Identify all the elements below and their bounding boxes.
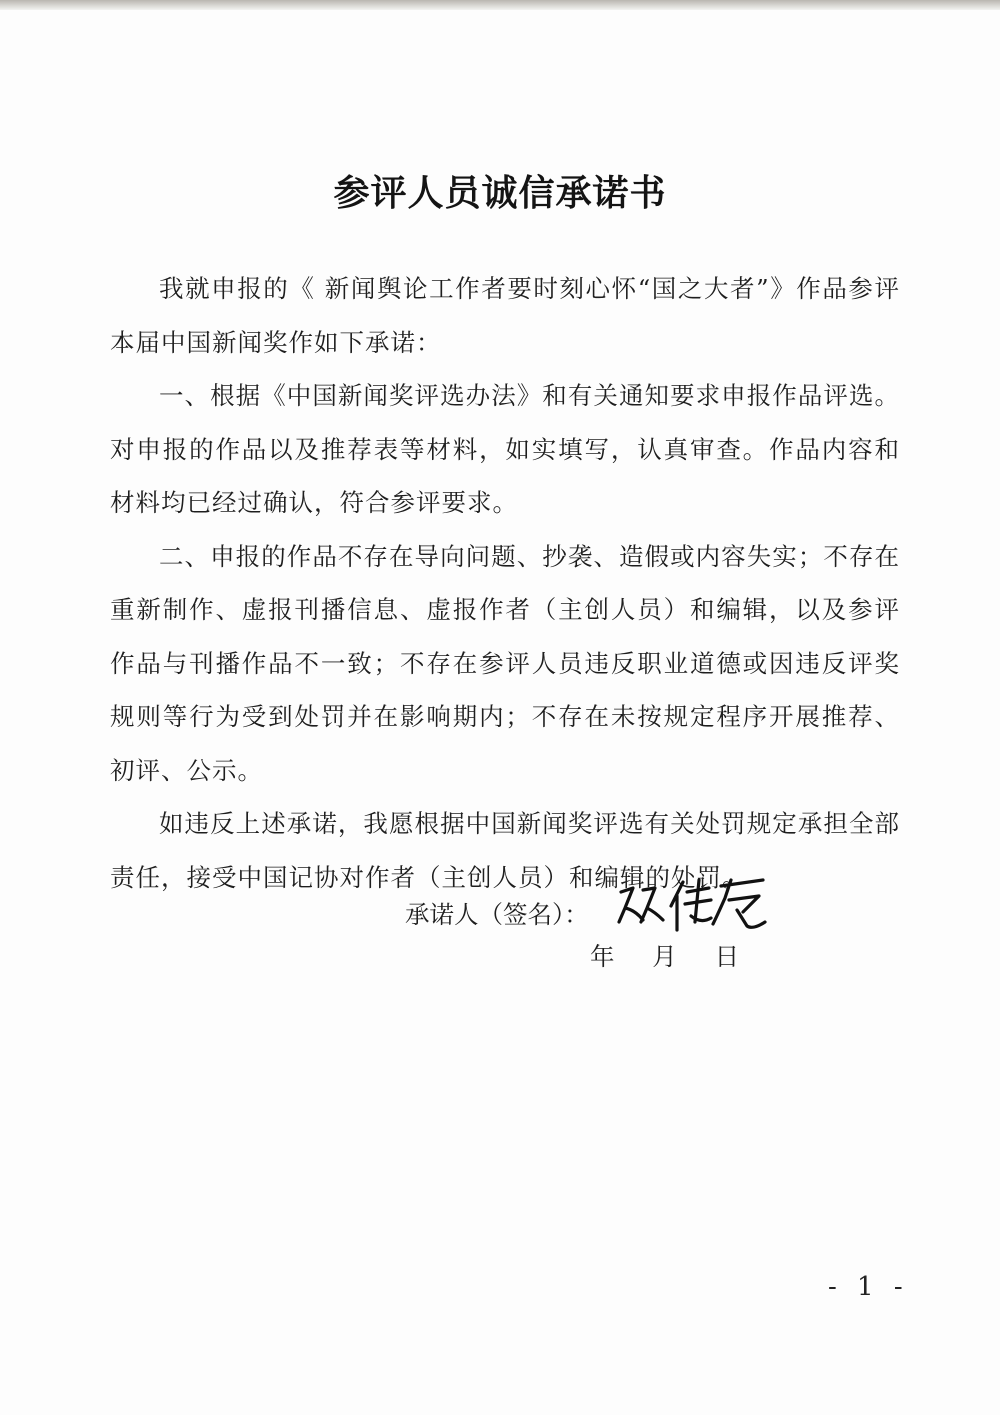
paragraph-commitment-1: 一、根据《中国新闻奖评选办法》和有关通知要求申报作品评选。对申报的作品以及推荐表等材料，如实填写，认真审查。作品内容和材料均已经过确认，符合参评要求。	[110, 381, 900, 517]
date-day: 日	[714, 942, 740, 971]
handwritten-signature	[613, 872, 773, 936]
signature-label: 承诺人（签名）：	[405, 900, 589, 929]
document-body	[110, 262, 900, 904]
date-month: 月	[652, 942, 677, 971]
paragraph-commitment-2: 二、申报的作品不存在导向问题、抄袭、造假或内容失实；不存在重新制作、虚报刊播信息、虚报作者（主创人员）和编辑，以及参评作品与刊播作品不一致；不存在参评人员违反职业道德或因违反评奖规则等行为受到处罚并在影响期内；不存在未按规定程序开展推荐、初评、公示。	[110, 541, 900, 785]
date-year: 年	[590, 942, 615, 971]
document-title: 参评人员诚信承诺书	[333, 173, 667, 214]
signature-row	[405, 878, 825, 938]
paragraph-intro: 我就申报的《 新闻舆论工作者要时刻心怀“国之大者”》作品参评本届中国新闻奖作如下承诺：	[110, 274, 900, 357]
scan-edge	[0, 0, 1000, 10]
date-line	[590, 938, 769, 973]
paragraph-liability: 如违反上述承诺，我愿根据中国新闻奖评选有关处罚规定承担全部责任，接受中国记协对作者（主创人员）和编辑的处罚。	[110, 809, 900, 892]
page-number: - 1 -	[828, 1272, 909, 1302]
